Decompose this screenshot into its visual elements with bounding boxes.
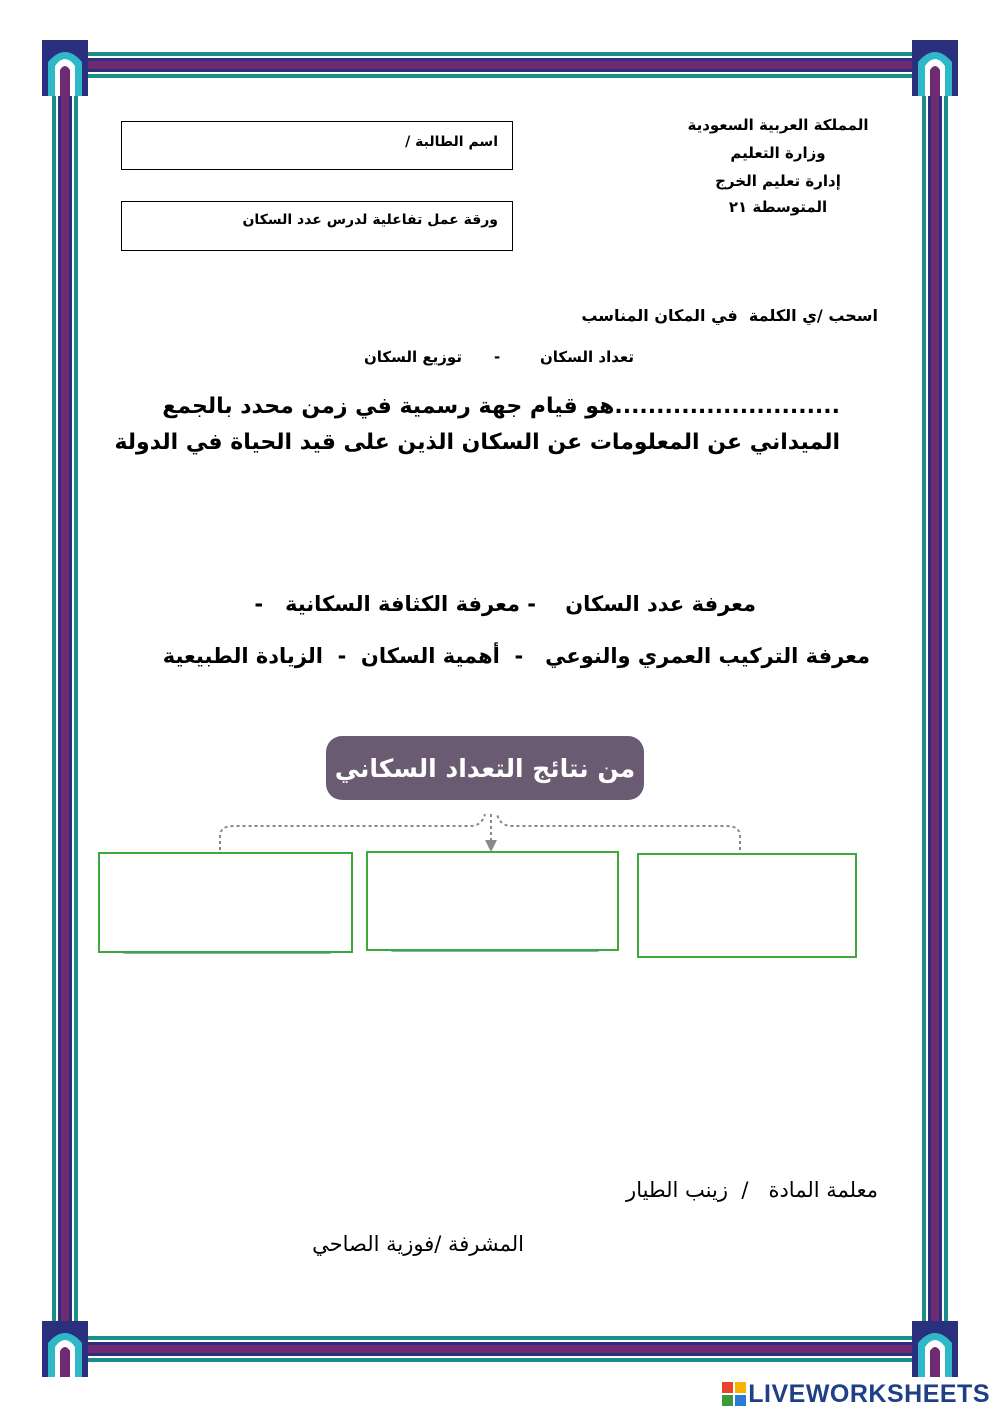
header-kingdom: المملكة العربية السعودية bbox=[687, 116, 869, 134]
word-separator: - bbox=[494, 348, 501, 366]
definition-line-1: ...........................هو قيام جهة رسمية في زمن محدد بالجمع bbox=[162, 394, 840, 419]
word-bank-line-2[interactable]: معرفة التركيب العمري والنوعي - أهمية السكان - الزيادة الطبيعية bbox=[162, 644, 870, 668]
answer-slot-left[interactable] bbox=[98, 852, 353, 953]
live-badge-icon bbox=[722, 1382, 746, 1406]
liveworksheets-logo bbox=[722, 1381, 990, 1407]
frame-top bbox=[52, 52, 948, 78]
student-name-box[interactable] bbox=[121, 121, 513, 170]
frame-right bbox=[922, 52, 948, 1362]
header-school: المتوسطة ٢١ bbox=[728, 198, 828, 216]
header-ministry: وزارة التعليم bbox=[730, 144, 826, 162]
corner-ornament-icon bbox=[912, 40, 958, 96]
instruction-text: اسحب /ي الكلمة في المكان المناسب bbox=[581, 306, 878, 325]
word-bank-line-1[interactable]: معرفة عدد السكان - معرفة الكثافة السكانية - bbox=[254, 592, 756, 616]
corner-ornament-icon bbox=[42, 1321, 88, 1377]
corner-ornament-icon bbox=[912, 1321, 958, 1377]
supervisor-name: المشرفة /فوزية الصاحي bbox=[312, 1232, 524, 1256]
header-directorate: إدارة تعليم الخرج bbox=[715, 172, 841, 190]
definition-line-2: الميداني عن المعلومات عن السكان الذين على قيد الحياة في الدولة bbox=[114, 430, 840, 455]
corner-ornament-icon bbox=[42, 40, 88, 96]
frame-left bbox=[52, 52, 78, 1362]
student-name-label: اسم الطالبة / bbox=[405, 134, 498, 150]
word-option-census[interactable]: تعداد السكان bbox=[540, 348, 635, 366]
liveworksheets-wordmark: LIVEWORKSHEETS bbox=[748, 1379, 990, 1408]
answer-slot-right[interactable] bbox=[637, 853, 857, 958]
diagram-title-pill: من نتائج التعداد السكاني bbox=[326, 736, 644, 800]
word-option-distribution[interactable]: توزيع السكان bbox=[364, 348, 462, 366]
frame-bottom bbox=[52, 1336, 948, 1362]
teacher-name: معلمة المادة / زينب الطيار bbox=[626, 1178, 878, 1202]
worksheet-title-box bbox=[121, 201, 513, 251]
answer-slot-middle[interactable] bbox=[366, 851, 619, 951]
worksheet-title: ورقة عمل تفاعلية لدرس عدد السكان bbox=[242, 212, 498, 228]
